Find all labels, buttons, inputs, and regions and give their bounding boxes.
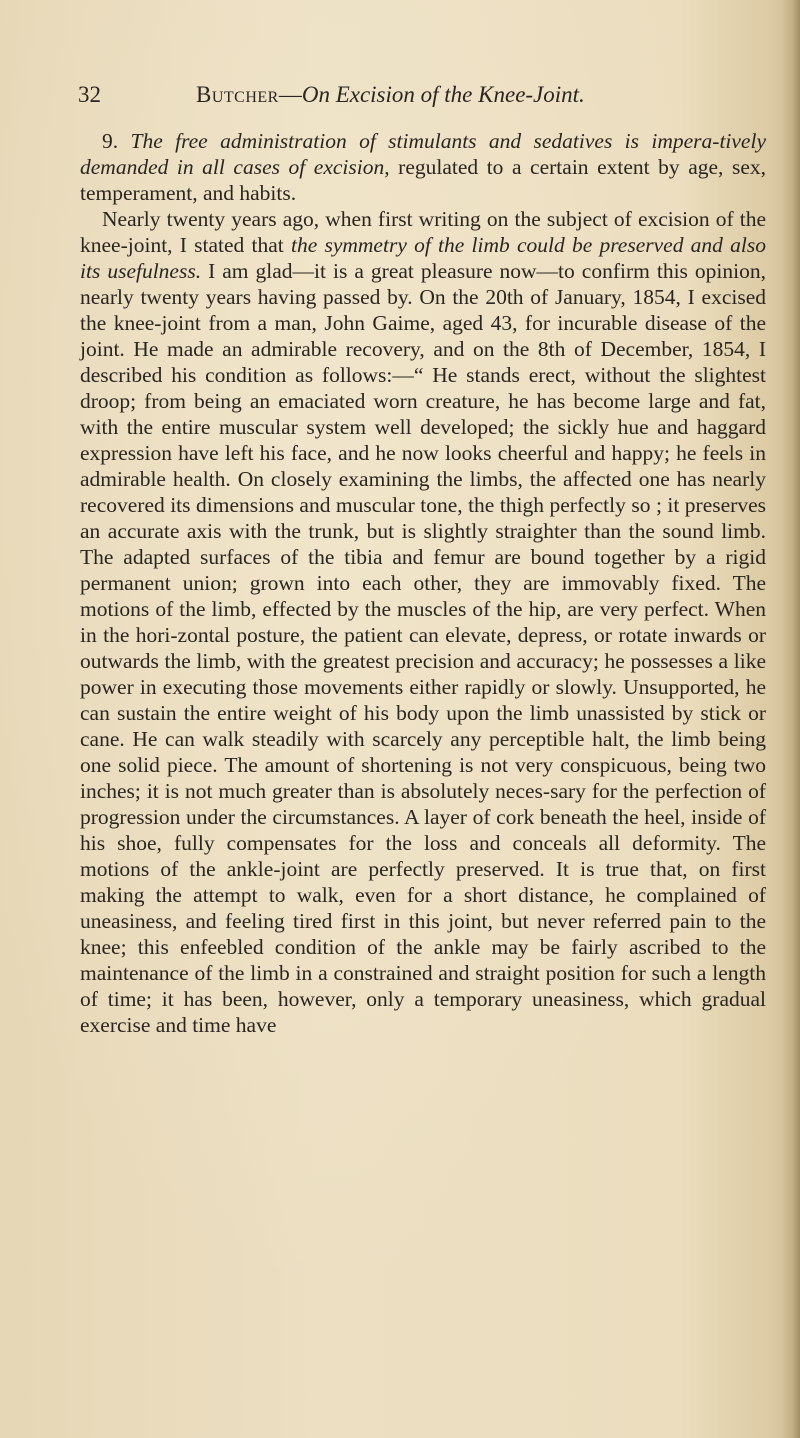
body-text bbox=[80, 128, 766, 1038]
paragraph-text: Nearly twenty years ago, when first writing on the subject of excision of the knee-joint, I stated that bbox=[80, 207, 766, 257]
paragraph-text: I am glad—it is a great pleasure now—to confirm this opinion, nearly twenty years having passed by. On the 20th of January, 1854, I excised the knee-joint from a man, John Gaime, aged 43, for incurable disease of the joint. He made an admirable recovery, and on the 8th of December, 1854, I described his condition as follows:—“ He stands erect, without the slightest droop; from being an emaciated worn creature, he has become large and fat, with the entire muscular system well developed; the sickly hue and haggard expression have left his face, and he now looks cheerful and happy; he feels in admirable health. On closely examining the limbs, the affected one has nearly recovered its dimensions and muscular tone, the thigh perfectly so ; it preserves an accurate axis with the trunk, but is slightly straighter than the sound limb. The adapted surfaces of the tibia and femur are bound together by a rigid permanent union; grown into each other, they are immovably fixed. The motions of the limb, effected by the muscles of the hip, are very perfect. When in the hori-zontal posture, the patient can elevate, depress, or rotate inwards or outwards the limb, with the greatest precision and accuracy; he possesses a like power in executing those movements either rapidly or slowly. Unsupported, he can sustain the entire weight of his body upon the limb unassisted by stick or cane. He can walk steadily with scarcely any perceptible halt, the limb being one solid piece. The amount of shortening is not very conspicuous, being two inches; it is not much greater than is absolutely neces-sary for the perfection of progression under the circumstances. A layer of cork beneath the heel, inside of his shoe, fully compensates for the loss and conceals all deformity. The motions of the ankle-joint are perfectly preserved. It is true that, on first making the attempt to walk, even for a short distance, he complained of uneasiness, and feeling tired first in this joint, but never referred pain to the knee; this enfeebled condition of the ankle may be fairly ascribed to the maintenance of the limb in a constrained and straight position for such a length of time; it has been, however, only a temporary uneasiness, which gradual exercise and time have bbox=[80, 259, 766, 1037]
running-head-author: Butcher bbox=[196, 82, 279, 107]
paragraph bbox=[80, 128, 766, 206]
running-head-title: On Excision of the Knee-Joint. bbox=[301, 82, 585, 107]
running-head bbox=[196, 80, 585, 110]
paragraph bbox=[80, 206, 766, 1038]
page-edge-shadow bbox=[782, 0, 800, 1438]
italic-text: the symmetry of the limb could be preserved and also its usefulness. bbox=[80, 233, 766, 283]
italic-heading-text: The free administration of stimulants and sedatives is impera-tively demanded in all cases of excision bbox=[80, 129, 766, 179]
paragraph-text: , regulated to a certain extent by age, sex, temperament, and habits. bbox=[80, 155, 766, 205]
page-number: 32 bbox=[78, 82, 101, 107]
paragraph-number: 9. bbox=[102, 129, 131, 153]
running-head-separator: — bbox=[278, 82, 302, 107]
page-header bbox=[78, 80, 728, 110]
